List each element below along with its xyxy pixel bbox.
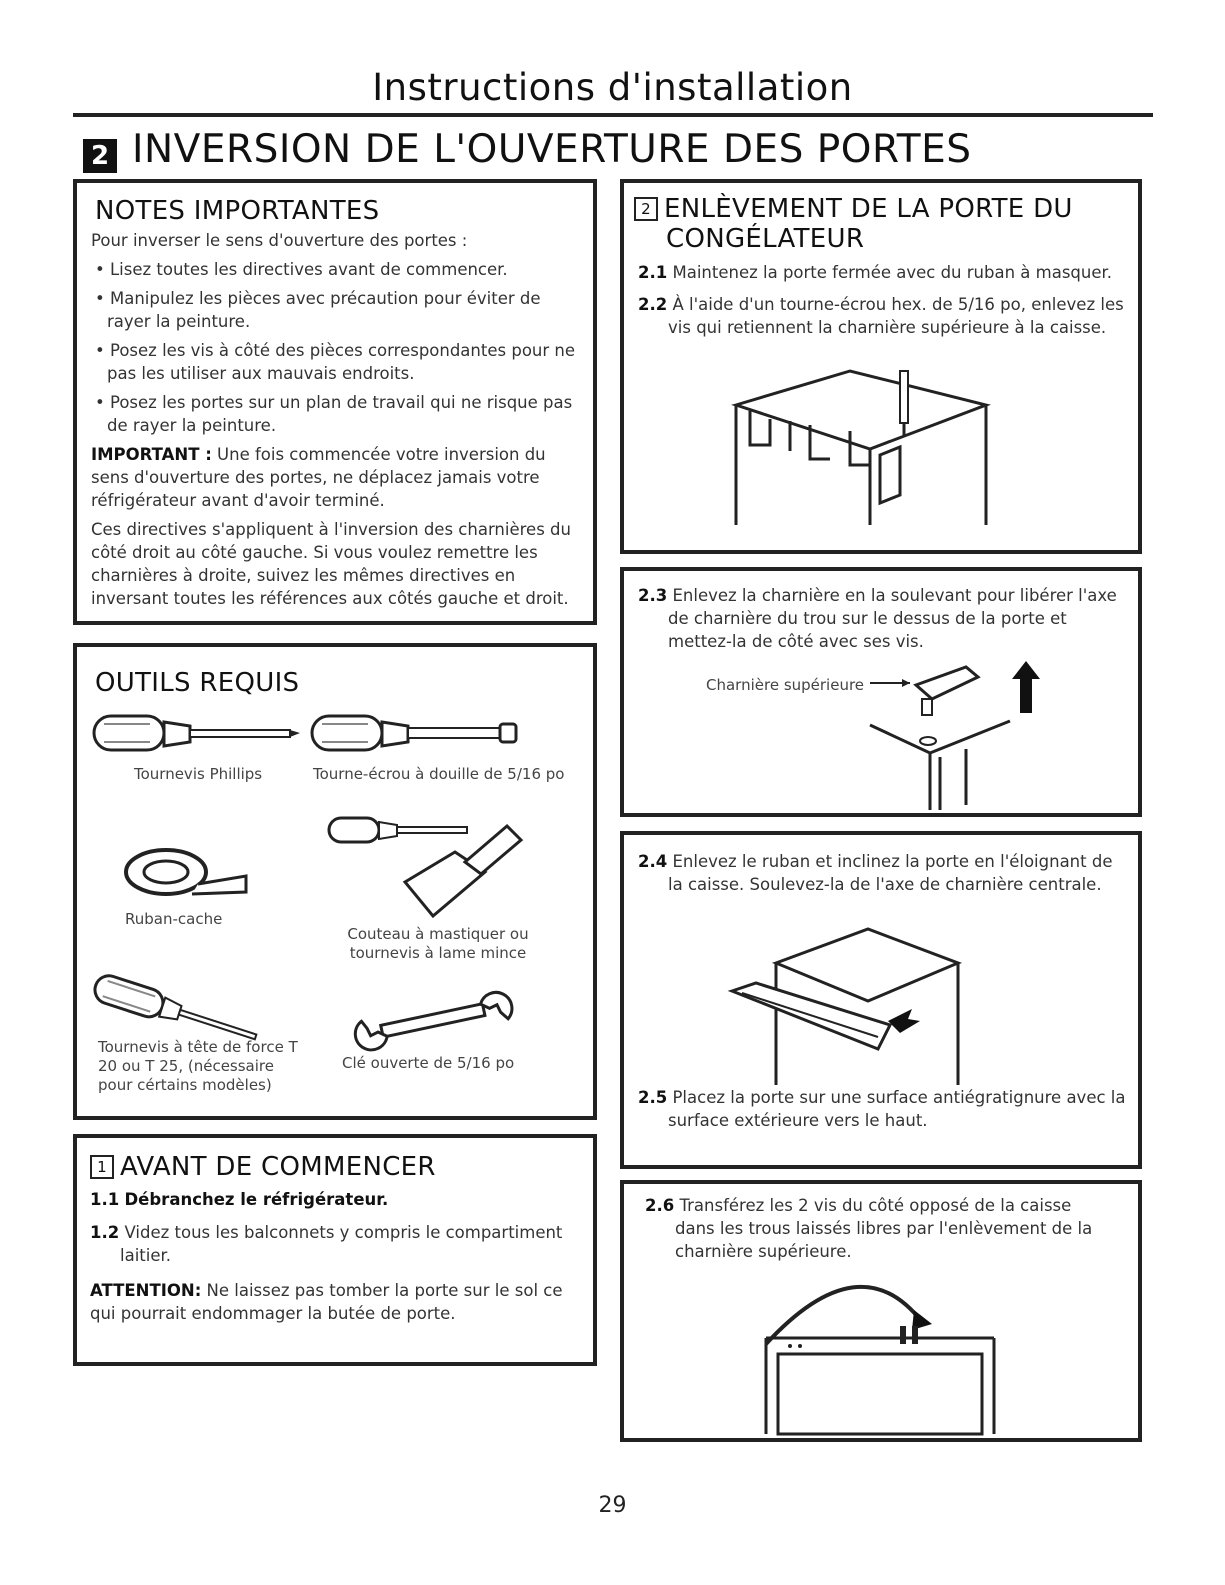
step-2-4-paragraph xyxy=(638,850,1128,896)
open-end-wrench-illustration xyxy=(355,996,515,1046)
step-1-1 xyxy=(90,1188,580,1211)
step-1-1-text: Débranchez le réfrigérateur. xyxy=(124,1190,389,1209)
notes-bullet: • Posez les portes sur un plan de travail qui ne risque pas de rayer la peinture. xyxy=(95,393,573,435)
notes-content xyxy=(91,229,581,610)
attention-note xyxy=(90,1279,580,1325)
before-heading xyxy=(90,1152,436,1182)
title-rule xyxy=(73,113,1153,117)
removal-steps-top xyxy=(638,261,1128,339)
step-2-6 xyxy=(645,1194,1115,1263)
hinge-note: Ces directives s'appliquent à l'inversion des charnières du côté droit au côté gauche. Si vous voulez remettre les charnières à droite, suivez les mêmes directives en inversant toutes les références aux côtés gauche et droit. xyxy=(91,520,571,608)
phillips-label: Tournevis Phillips xyxy=(134,765,263,783)
tape-label: Ruban-cache xyxy=(125,910,223,928)
door-tilt-illustration xyxy=(728,925,968,1085)
important-note xyxy=(91,443,581,512)
wrench-label: Clé ouverte de 5/16 po xyxy=(342,1054,515,1072)
removal-heading xyxy=(634,194,1073,254)
important-label: IMPORTANT : xyxy=(91,445,212,464)
step-2-6-number: 2.6 xyxy=(645,1196,675,1215)
page-number: 29 xyxy=(598,1493,627,1518)
torx-label: Tournevis à tête de force T 20 ou T 25, (nécessaire pour cértains modèles) xyxy=(98,1038,298,1094)
page-title: Instructions d'installation xyxy=(372,66,853,109)
taped-freezer-door-illustration xyxy=(730,365,1000,530)
notes-intro: Pour inverser le sens d'ouverture des portes : xyxy=(91,231,468,250)
step-2-5-text: Placez la porte sur une surface antiégratignure avec la surface extérieure vers le haut. xyxy=(668,1088,1126,1130)
step-2-6-paragraph xyxy=(645,1194,1115,1263)
before-content xyxy=(90,1188,580,1325)
nut-driver-illustration xyxy=(308,710,528,760)
screw-transfer-illustration xyxy=(760,1266,1000,1436)
step-2-4-number: 2.4 xyxy=(638,852,668,871)
step-2-3-number: 2.3 xyxy=(638,586,668,605)
notes-bullet: • Lisez toutes les directives avant de commencer. xyxy=(95,260,508,279)
step-1-1-number: 1.1 xyxy=(90,1190,120,1209)
step-2-3 xyxy=(638,584,1128,653)
step-2-3-paragraph xyxy=(638,584,1128,653)
step-2-2 xyxy=(638,293,1128,339)
top-hinge-label: Charnière supérieure xyxy=(706,676,865,694)
notes-bullet: • Posez les vis à côté des pièces correspondantes pour ne pas les utiliser aux mauvais endroits. xyxy=(95,341,576,383)
section-number-badge: 2 xyxy=(83,139,117,173)
notes-heading: NOTES IMPORTANTES xyxy=(95,196,380,226)
step-badge-1: 1 xyxy=(90,1155,114,1179)
notes-bullet: • Manipulez les pièces avec précaution pour éviter de rayer la peinture. xyxy=(95,289,541,331)
top-hinge-illustration xyxy=(870,655,1040,815)
step-2-5-paragraph xyxy=(638,1086,1128,1132)
step-2-1-text: Maintenez la porte fermée avec du ruban à masquer. xyxy=(672,263,1113,282)
step-badge-2: 2 xyxy=(634,197,658,221)
important-text: Une fois commencée votre inversion du sens d'ouverture des portes, ne déplacez jamais votre réfrigérateur avant d'avoir terminé. xyxy=(91,445,546,510)
tools-heading: OUTILS REQUIS xyxy=(95,668,300,698)
step-2-6-text: Transférez les 2 vis du côté opposé de la caisse dans les trous laissés libres par l'enlèvement de la charnière supérieure. xyxy=(675,1196,1093,1261)
removal-heading-line1 xyxy=(634,194,1073,224)
step-1-2-number: 1.2 xyxy=(90,1223,120,1242)
torx-screwdriver-illustration xyxy=(88,976,278,1036)
before-heading-text: AVANT DE COMMENCER xyxy=(120,1152,436,1182)
step-2-5-number: 2.5 xyxy=(638,1088,668,1107)
nut-driver-label: Tourne-écrou à douille de 5/16 po xyxy=(313,765,565,783)
attention-label: ATTENTION: xyxy=(90,1281,202,1300)
tape-illustration xyxy=(118,840,258,910)
step-2-4 xyxy=(638,850,1128,896)
step-2-5 xyxy=(638,1086,1128,1132)
step-2-1-number: 2.1 xyxy=(638,263,668,282)
putty-knife-screwdriver-illustration xyxy=(325,812,535,922)
step-2-2-text: À l'aide d'un tourne-écrou hex. de 5/16 po, enlevez les vis qui retiennent la charnière supérieure à la caisse. xyxy=(668,295,1124,337)
removal-heading-text-1: ENLÈVEMENT DE LA PORTE DU xyxy=(664,194,1073,224)
step-1-2-text: Videz tous les balconnets y compris le compartiment laitier. xyxy=(120,1223,563,1265)
attention-text: Ne laissez pas tomber la porte sur le sol ce qui pourrait endommager la butée de porte. xyxy=(90,1281,563,1323)
step-2-2-number: 2.2 xyxy=(638,295,668,314)
phillips-screwdriver-illustration xyxy=(90,710,310,760)
step-2-3-text: Enlevez la charnière en la soulevant pour libérer l'axe de charnière du trou sur le dessus de la porte et mettez-la de côté avec ses vis. xyxy=(668,586,1117,651)
putty-knife-label: Couteau à mastiquer ou tournevis à lame mince xyxy=(347,925,529,962)
step-1-2 xyxy=(90,1221,580,1267)
removal-heading-line2: CONGÉLATEUR xyxy=(666,224,865,254)
section-title: INVERSION DE L'OUVERTURE DES PORTES xyxy=(132,127,972,172)
step-2-4-text: Enlevez le ruban et inclinez la porte en l'éloignant de la caisse. Soulevez-la de l'axe de charnière centrale. xyxy=(668,852,1113,894)
step-2-1 xyxy=(638,261,1128,284)
